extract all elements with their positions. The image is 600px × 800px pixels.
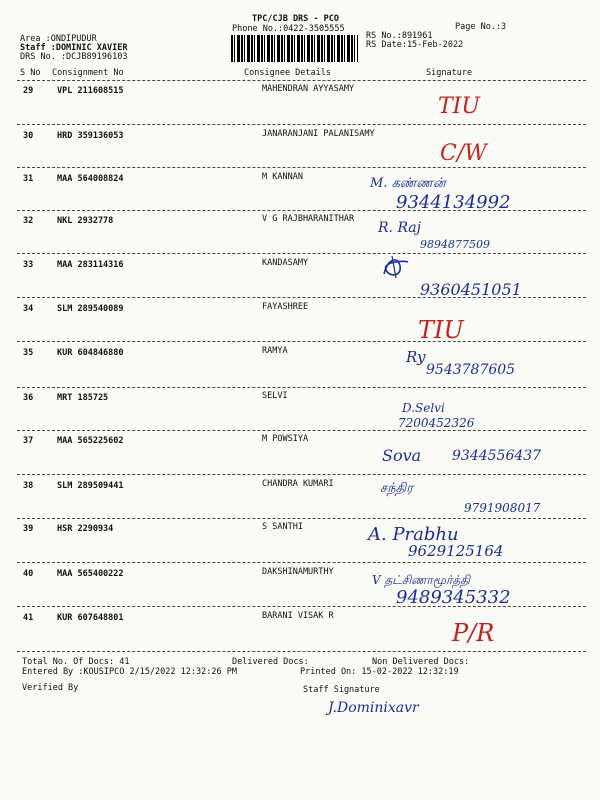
row-consignment: MAA 283114316 xyxy=(57,260,124,270)
barcode xyxy=(231,35,358,62)
row-sno: 40 xyxy=(23,569,34,579)
row-consignment: MAA 564008824 xyxy=(57,174,124,184)
header-divider xyxy=(17,80,586,81)
row-consignee: SELVI xyxy=(262,391,288,401)
phone-number: Phone No.:0422-3505555 xyxy=(232,24,345,34)
area-label: Area :ONDIPUDUR xyxy=(20,34,97,44)
table-row xyxy=(0,391,600,435)
row-consignee: JANARANJANI PALANISAMY xyxy=(262,129,375,139)
entered-by: Entered By :KOUSIPCO 2/15/2022 12:32:26 PM xyxy=(22,667,237,677)
row-divider xyxy=(17,167,586,168)
col-signature: Signature xyxy=(426,68,473,78)
row-consignment: HSR 2290934 xyxy=(57,524,114,534)
row-signature: சந்திர xyxy=(380,481,413,496)
row-consignee: CHANDRA KUMARI xyxy=(262,479,334,489)
row-signature: C/W xyxy=(440,141,487,166)
row-phone-handwritten: 9344134992 xyxy=(396,192,511,213)
table-row xyxy=(0,434,600,478)
row-consignee: M KANNAN xyxy=(262,172,303,182)
row-sno: 39 xyxy=(23,524,34,534)
table-row xyxy=(0,479,600,523)
rs-number: RS No.:891961 xyxy=(366,31,433,41)
drs-number: DRS No. :DCJB89196103 xyxy=(20,52,128,62)
table-row xyxy=(0,567,600,611)
row-sno: 33 xyxy=(23,260,34,270)
table-row xyxy=(0,346,600,390)
row-divider xyxy=(17,562,586,563)
row-sno: 34 xyxy=(23,304,34,314)
page-number: Page No.:3 xyxy=(455,22,507,32)
row-consignment: SLM 289540089 xyxy=(57,304,124,314)
row-phone-handwritten: 7200452326 xyxy=(398,416,475,430)
printed-on: Printed On: 15-02-2022 12:32:19 xyxy=(300,667,459,677)
row-consignment: MAA 565400222 xyxy=(57,569,124,579)
row-sno: 31 xyxy=(23,174,34,184)
row-consignment: HRD 359136053 xyxy=(57,131,124,141)
row-phone-handwritten: 9489345332 xyxy=(396,587,511,608)
verified-by: Verified By xyxy=(22,683,79,693)
row-phone-handwritten: 9543787605 xyxy=(426,362,516,378)
row-phone-handwritten: 9791908017 xyxy=(464,501,541,515)
row-sno: 32 xyxy=(23,216,34,226)
row-sno: 41 xyxy=(23,613,34,623)
staff-signature-label: Staff Signature xyxy=(303,685,380,695)
row-consignment: NKL 2932778 xyxy=(57,216,114,226)
row-signature: R. Raj xyxy=(378,220,421,236)
table-row xyxy=(0,258,600,302)
col-consignment: Consignment No xyxy=(52,68,124,78)
row-consignee: V G RAJBHARANITHAR xyxy=(262,214,355,224)
row-consignee: KANDASAMY xyxy=(262,258,309,268)
row-consignment: KUR 607648801 xyxy=(57,613,124,623)
row-consignee: M POWSIYA xyxy=(262,434,309,444)
table-row xyxy=(0,214,600,258)
table-row xyxy=(0,522,600,566)
row-consignee: RAMYA xyxy=(262,346,288,356)
row-consignment: SLM 289509441 xyxy=(57,481,124,491)
row-phone-handwritten: 9894877509 xyxy=(420,238,490,251)
row-sno: 37 xyxy=(23,436,34,446)
staff-signature: J.Dominixavr xyxy=(328,700,419,716)
table-row xyxy=(0,84,600,128)
row-sno: 30 xyxy=(23,131,34,141)
row-sno: 38 xyxy=(23,481,34,491)
rs-date: RS Date:15-Feb-2022 xyxy=(366,40,464,50)
row-signature: TIU xyxy=(438,94,480,119)
row-consignee: MAHENDRAN AYYASAMY xyxy=(262,84,355,94)
row-signature: V தட்சிணாமூர்த்தி xyxy=(372,573,470,587)
row-signature: D.Selvi xyxy=(402,401,445,415)
row-divider xyxy=(17,606,586,607)
row-phone-handwritten: 9629125164 xyxy=(408,542,504,560)
total-docs: Total No. Of Docs: 41 xyxy=(22,657,130,667)
row-divider xyxy=(17,253,586,254)
row-consignee: BARANI VISAK R xyxy=(262,611,334,621)
row-consignment: VPL 211608515 xyxy=(57,86,124,96)
row-divider xyxy=(17,210,586,211)
col-sno: S No xyxy=(20,68,41,78)
delivered-docs: Delivered Docs: xyxy=(232,657,309,667)
row-sno: 35 xyxy=(23,348,34,358)
row-sno: 36 xyxy=(23,393,34,403)
row-consignee: S SANTHI xyxy=(262,522,303,532)
row-divider xyxy=(17,430,586,431)
row-divider xyxy=(17,474,586,475)
row-signature: Ry xyxy=(406,348,426,366)
row-divider xyxy=(17,341,586,342)
row-consignment: KUR 604846880 xyxy=(57,348,124,358)
row-phone-handwritten: 9360451051 xyxy=(420,280,522,299)
col-consignee: Consignee Details xyxy=(244,68,331,78)
row-signature: TIU xyxy=(418,316,464,344)
table-row xyxy=(0,302,600,346)
row-signature: P/R xyxy=(452,619,495,647)
row-consignee: FAYASHREE xyxy=(262,302,309,312)
scribble-signature-icon xyxy=(378,252,414,282)
report-title: TPC/CJB DRS - PCO xyxy=(252,14,339,24)
row-signature: M. கண்ணன் xyxy=(370,176,446,191)
row-divider xyxy=(17,124,586,125)
row-divider xyxy=(17,518,586,519)
non-delivered-docs: Non Delivered Docs: xyxy=(372,657,470,667)
table-row xyxy=(0,611,600,655)
row-consignee: DAKSHINAMURTHY xyxy=(262,567,334,577)
row-sno: 29 xyxy=(23,86,34,96)
row-consignment: MAA 565225602 xyxy=(57,436,124,446)
row-divider xyxy=(17,387,586,388)
row-signature: Sova xyxy=(382,446,422,465)
row-consignment: MRT 185725 xyxy=(57,393,109,403)
row-phone-handwritten: 9344556437 xyxy=(452,448,542,464)
row-signature: A. Prabhu xyxy=(368,524,459,545)
staff-label: Staff :DOMINIC XAVIER xyxy=(20,43,128,53)
row-divider xyxy=(17,651,586,652)
row-divider xyxy=(17,297,586,298)
